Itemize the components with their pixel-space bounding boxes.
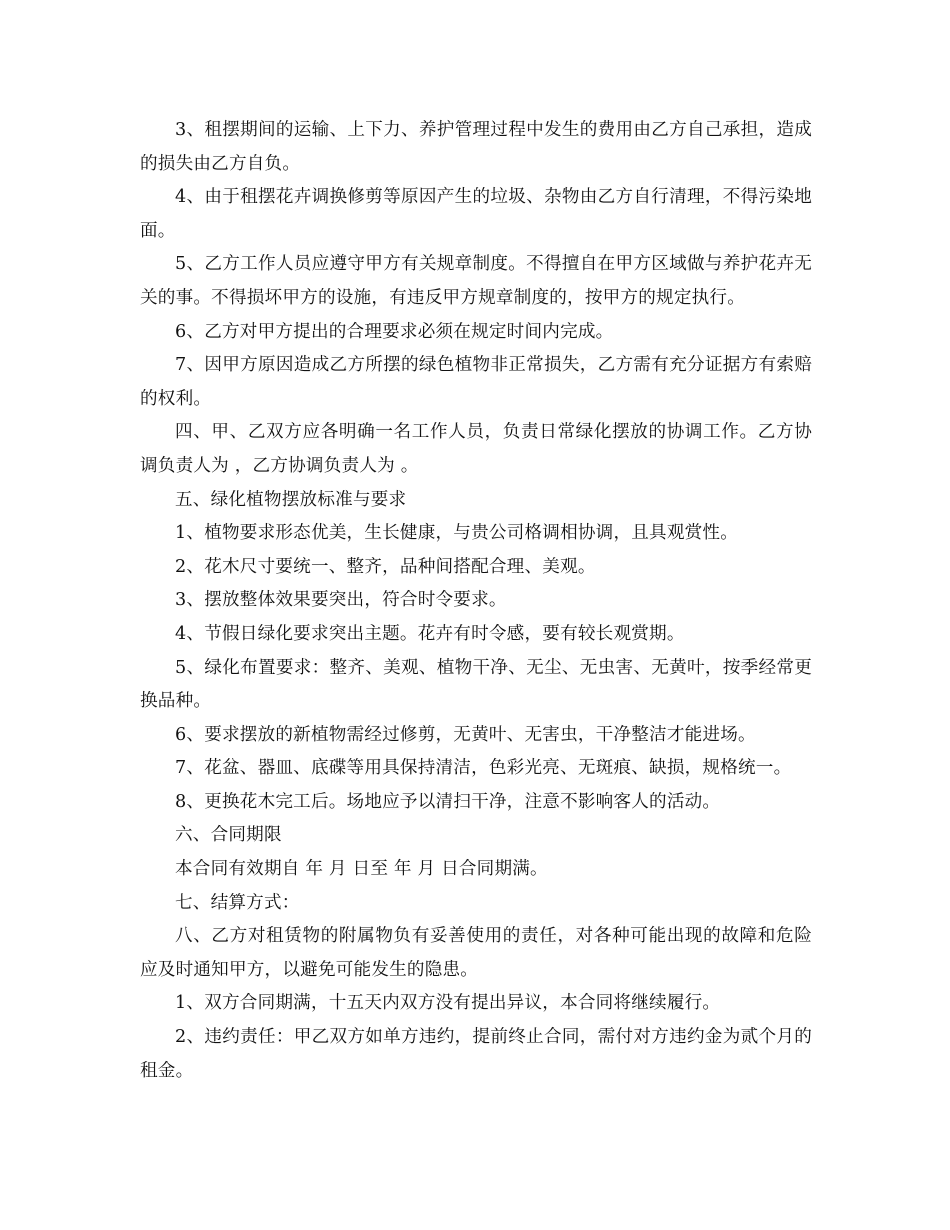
standard-5: 5、绿化布置要求：整齐、美观、植物干净、无尘、无虫害、无黄叶，按季经常更换品种。 [140, 657, 812, 712]
clause-4-cleanup: 4、由于租摆花卉调换修剪等原因产生的垃圾、杂物由乙方自行清理，不得污染地面。 [140, 187, 812, 241]
clause-3-cost: 3、租摆期间的运输、上下力、养护管理过程中发生的费用由乙方自己承担，造成的损失由乙方自负。 [140, 120, 812, 174]
standard-4: 4、节假日绿化要求突出主题。花卉有时令感，要有较长观赏期。 [175, 623, 685, 644]
standard-2: 2、花木尺寸要统一、整齐，品种间搭配合理、美观。 [175, 556, 596, 577]
renewal-clause: 1、双方合同期满，十五天内双方没有提出异议，本合同将继续履行。 [175, 993, 721, 1014]
standard-8: 8、更换花木完工后。场地应予以清扫干净，注意不影响客人的活动。 [175, 791, 721, 812]
section-6-heading: 六、合同期限 [175, 825, 282, 846]
standard-6: 6、要求摆放的新植物需经过修剪，无黄叶、无害虫，干净整洁才能进场。 [175, 724, 756, 745]
section-4-coordinators: 四、甲、乙双方应各明确一名工作人员，负责日常绿化摆放的协调工作。乙方协调负责人为 ，乙方协调负责人为 。 [140, 422, 812, 476]
standard-1: 1、植物要求形态优美，生长健康，与贵公司格调相协调，且具观赏性。 [175, 523, 739, 544]
contract-term: 本合同有效期自 年 月 日至 年 月 日合同期满。 [175, 859, 548, 880]
clause-7-compensation: 7、因甲方原因造成乙方所摆的绿色植物非正常损失，乙方需有充分证据方有索赔的权利。 [140, 355, 812, 409]
section-5-heading: 五、绿化植物摆放标准与要求 [175, 489, 407, 510]
breach-clause: 2、违约责任：甲乙双方如单方违约，提前终止合同，需付对方违约金为贰个月的租金。 [140, 1027, 812, 1081]
clause-6-requests: 6、乙方对甲方提出的合理要求必须在规定时间内完成。 [175, 321, 614, 342]
section-8-responsibility: 八、乙方对租赁物的附属物负有妥善使用的责任，对各种可能出现的故障和危险应及时通知甲方，以避免可能发生的隐患。 [140, 926, 812, 980]
section-7-heading: 七、结算方式： [175, 892, 300, 913]
standard-7: 7、花盆、器皿、底碟等用具保持清洁，色彩光亮、无斑痕、缺损，规格统一。 [175, 758, 792, 779]
clause-5-staff-rules: 5、乙方工作人员应遵守甲方有关规章制度。不得擅自在甲方区域做与养护花卉无关的事。不得损坏甲方的设施，有违反甲方规章制度的，按甲方的规定执行。 [140, 254, 812, 308]
standard-3: 3、摆放整体效果要突出，符合时令要求。 [175, 590, 507, 611]
document-body [140, 114, 812, 1088]
